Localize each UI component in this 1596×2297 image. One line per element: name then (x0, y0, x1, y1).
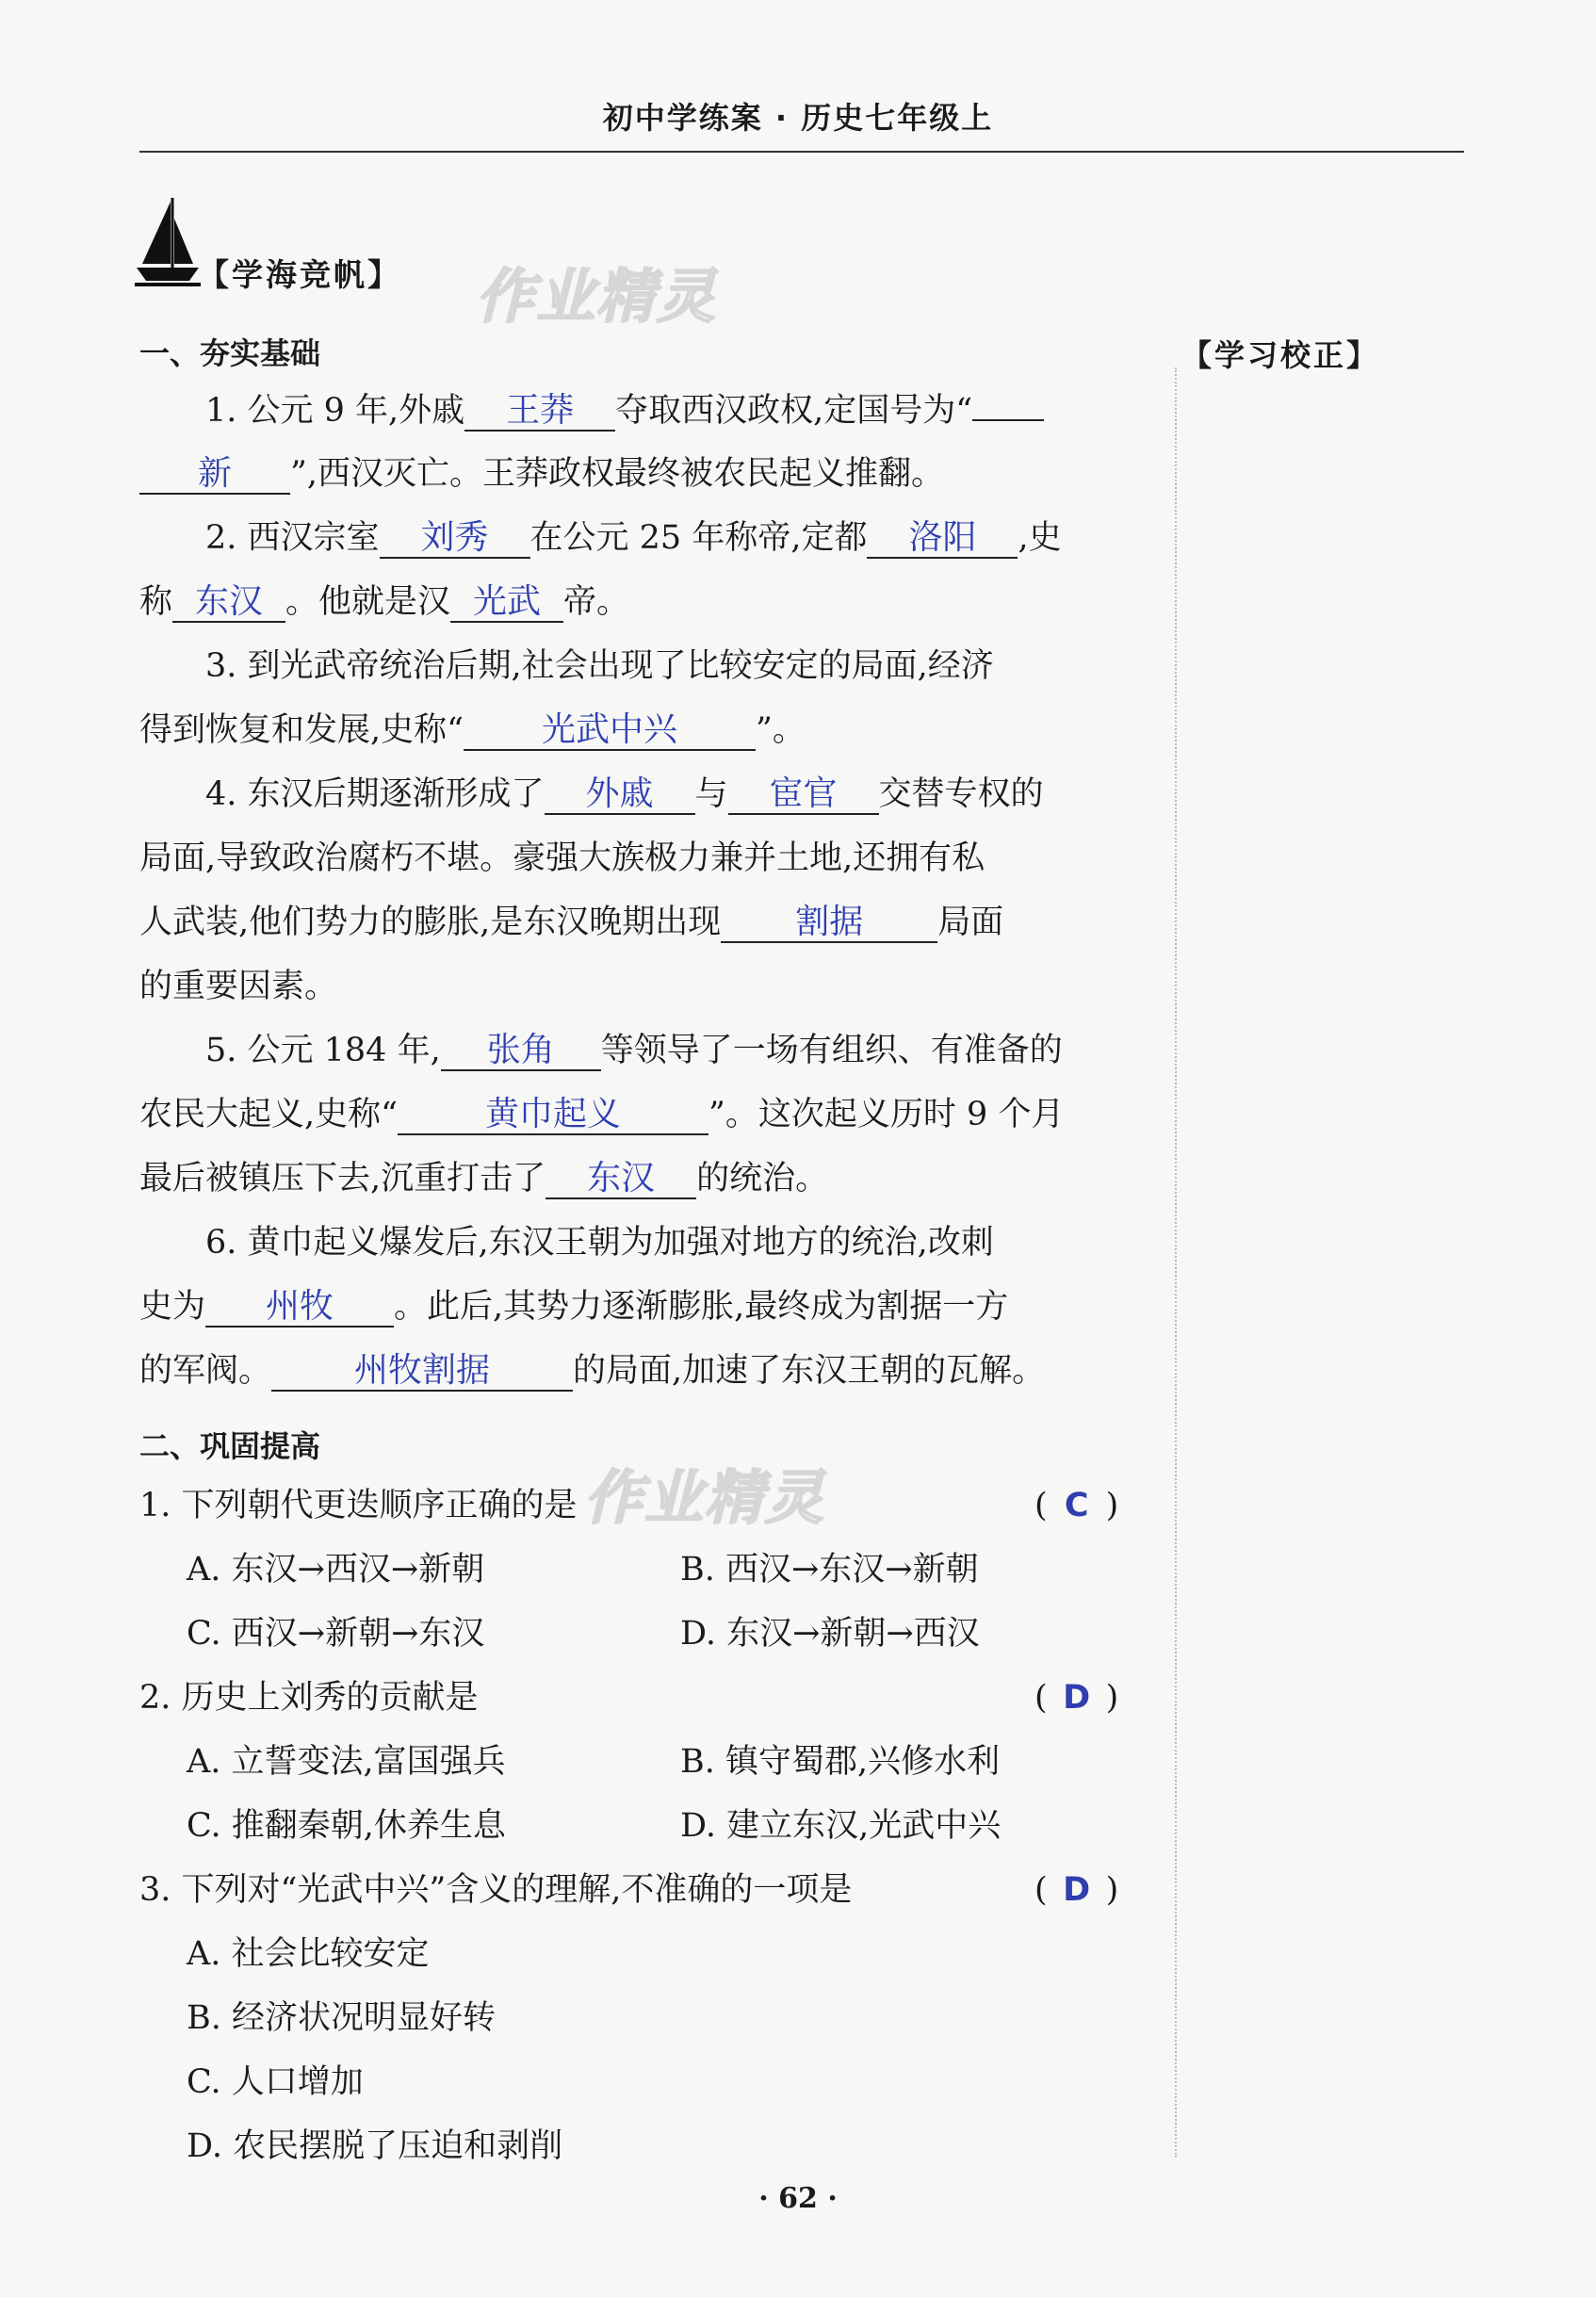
fill-q6-line2: 史为 州牧 。此后,其势力逐渐膨胀,最终成为割据一方 (139, 1287, 1009, 1326)
answer-blank (972, 419, 1044, 421)
answer-blank: 宦官 (728, 775, 879, 815)
option: B. 经济状况明显好转 (187, 1999, 496, 2037)
fill-q1-line1: 1. 公元 9 年,外戚 王莽 夺取西汉政权,定国号为“ (139, 389, 1223, 432)
fill-q4-line3: 人武装,他们势力的膨胀,是东汉晚期出现 割据 局面 (139, 903, 1004, 941)
fill-q4-line1: 4. 东汉后期逐渐形成了 外戚 与 宦官 交替专权的 (205, 774, 1044, 813)
option: D. 农民摆脱了压迫和剥削 (187, 2127, 563, 2165)
option: C. 人口增加 (187, 2063, 364, 2101)
fill-q4-line4: 的重要因素。 (139, 968, 338, 1005)
answer-blank: 割据 (721, 904, 937, 943)
answer-blank: 王莽 (464, 392, 615, 432)
answer-letter: D (1063, 1871, 1091, 1909)
option: B. 西汉→东汉→新朝 (680, 1551, 979, 1588)
section-banner: 【学海竞帆】 (198, 256, 401, 293)
answer-blank: 刘秀 (380, 519, 530, 559)
page-number: · 62 · (758, 2182, 838, 2215)
option: D. 建立东汉,光武中兴 (680, 1807, 1002, 1845)
answer-blank: 光武 (450, 583, 563, 623)
answer-blank: 新 (139, 455, 290, 495)
answer-paren: ( C ) (1034, 1484, 1118, 1527)
answer-paren: ( D ) (1034, 1868, 1118, 1912)
option: A. 立誓变法,富国强兵 (187, 1743, 506, 1781)
fill-q4-line2: 局面,导致政治腐朽不堪。豪强大族极力兼并土地,还拥有私 (139, 839, 985, 877)
sailboat-icon (135, 198, 201, 288)
answer-letter: C (1064, 1487, 1089, 1524)
answer-blank: 东汉 (172, 583, 285, 623)
fill-q5-line3: 最后被镇压下去,沉重打击了 东汉 的统治。 (139, 1159, 829, 1197)
page-header-title: 初中学练案 · 历史七年级上 (602, 100, 994, 136)
fill-q6-line3: 的军阀。 州牧割据 的局面,加速了东汉王朝的瓦解。 (139, 1351, 1046, 1390)
answer-blank: 黄巾起义 (398, 1096, 708, 1135)
option: D. 东汉→新朝→西汉 (680, 1615, 980, 1653)
answer-blank: 东汉 (546, 1160, 696, 1199)
option: B. 镇守蜀郡,兴修水利 (680, 1743, 1001, 1781)
choice-question-1: 1. 下列朝代更迭顺序正确的是 (139, 1487, 578, 1524)
choice-question-3: 3. 下列对“光武中兴”含义的理解,不准确的一项是 (139, 1871, 853, 1909)
answer-paren: ( D ) (1034, 1676, 1118, 1719)
option: C. 推翻秦朝,休养生息 (187, 1807, 506, 1845)
answer-letter: D (1063, 1679, 1091, 1717)
fill-q6-line1: 6. 黄巾起义爆发后,东汉王朝为加强对地方的统治,改刺 (205, 1224, 994, 1262)
fill-q3-line2: 得到恢复和发展,史称“ 光武中兴 ”。 (139, 710, 806, 749)
fill-q3-line1: 3. 到光武帝统治后期,社会出现了比较安定的局面,经济 (205, 647, 994, 685)
answer-blank: 张角 (441, 1032, 601, 1071)
answer-blank: 州牧 (205, 1288, 394, 1328)
choice-question-2: 2. 历史上刘秀的贡献是 (139, 1679, 479, 1717)
answer-blank: 光武中兴 (464, 711, 756, 751)
section-title-consolidation: 二、巩固提高 (139, 1428, 321, 1464)
watermark: 作业精灵 (584, 1463, 826, 1532)
option: A. 东汉→西汉→新朝 (187, 1551, 485, 1588)
watermark: 作业精灵 (476, 262, 718, 331)
fill-q2-line2: 称 东汉 。他就是汉 光武 帝。 (139, 582, 630, 621)
answer-blank: 州牧割据 (271, 1352, 573, 1392)
fill-q2-line1: 2. 西汉宗室 刘秀 在公元 25 年称帝,定都 洛阳 ,史 (205, 518, 1062, 557)
option: A. 社会比较安定 (187, 1935, 430, 1973)
section-title-basics: 一、夯实基础 (139, 335, 321, 371)
header-rule (139, 151, 1464, 153)
option: C. 西汉→新朝→东汉 (187, 1615, 485, 1653)
answer-blank: 洛阳 (867, 519, 1018, 559)
fill-q5-line2: 农民大起义,史称“ 黄巾起义 ”。这次起义历时 9 个月 (139, 1095, 1065, 1133)
fill-q5-line1: 5. 公元 184 年, 张角 等领导了一场有组织、有准备的 (205, 1031, 1063, 1069)
fill-q1-line2: 新 ”,西汉灭亡。王莽政权最终被农民起义推翻。 (139, 452, 1157, 496)
answer-blank: 外戚 (545, 775, 695, 815)
sidebar-label: 【学习校正】 (1181, 337, 1380, 373)
